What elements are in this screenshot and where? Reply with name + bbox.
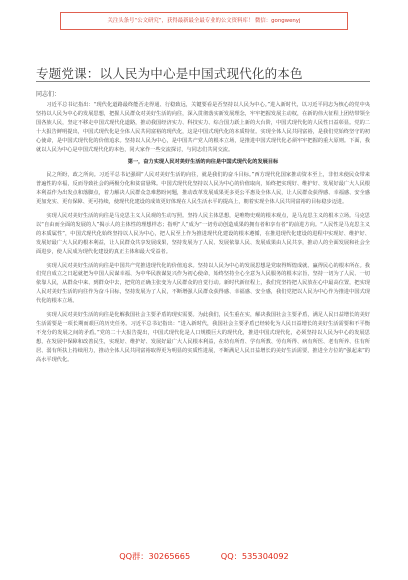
salutation: 同志们： — [36, 91, 61, 98]
section-heading-1: 第一，奋力实现人民对美好生活的向往是中国式现代化的发展目标 — [127, 159, 279, 166]
contact-footer — [0, 551, 408, 562]
paragraph-intro: 习近平总书记指出：“现代化道路最终能否走得通、行稳致远，关键要看是否坚持以人民为中心。”进入新时代，以习近平同志为核心的党中央坚持以人民为中心的发展思想，把握人民群众对美好生活的向往，深入贯彻落实新发展理念，牢牢把握发展主动权，在新的伟大征程上团结带领全国各族人民，坚定不移走中国式现代化道路，推动我国经济实力、科技实力、综合国力跃上新的大台阶，中国式现代化的人民性日益彰显。党的二十大报告鲜明提出，中国式现代化是全体人民共同富裕的现代化，这是中国式现代化的本质特征。实现全体人民共同富裕，是我们党始终坚守的初心使命，是中国式现代化的价值追求。坚持以人民为中心，是中国共产党人的根本立场，是推进中国式现代化必须牢牢把握的重大原则。下面，我就以人民为中心是中国式现代化的本色，同大家作一些交流探讨，与同志们共同交流。 — [36, 102, 370, 153]
document-body — [36, 101, 370, 545]
paragraph-4: 实现人民对美好生活的向往是中国共产党推进现代化的价值追求。坚持以人民为中心的发展思想是党取得辉煌成就、赢得民心的根本所在。我们党自成立之日起就把为中国人民谋幸福、为中华民族谋复兴作为初心使命，始终坚持全心全意为人民服务的根本宗旨，坚持一切为了人民、一切依靠人民，从群众中来、到群众中去，把党的正确主张变为人民群众的自觉行动。新时代新征程上，我们党坚持把人民放在心中最高位置，把实现人民对美好生活的向往作为奋斗目标，坚持发展为了人民，不断增强人民群众获得感、幸福感、安全感，我们党把以人民为中心作为推进中国式现代化的根本立场。 — [36, 262, 370, 305]
qq-group-label: QQ群：30265665 — [119, 551, 191, 561]
paragraph-2: 民之所盼，政之所向。习近平总书记强调“人民对美好生活的向往，就是我们的奋斗目标。”西方现代化国家推动资本至上，非但未使民众带来普遍性的幸福，反而导致社会的两极分化和贫富悬殊。中国式现代化坚持以人民为中心的价值取向，始终把实现好、维护好、发展好最广大人民根本利益作为出发点和落脚点，着力解决人民群众急难愁盼问题，推动改革发展成果更多更公平惠及全体人民，让人民群众获得感、幸福感、安全感更加充实、更有保障、更可持续，使现代化建设的成效更好体现在人民生活水平的提高上，朝着实现全体人民共同富裕的目标稳步迈进。 — [36, 172, 370, 206]
title-divider — [36, 81, 370, 82]
paragraph-3: 实现人民对美好生活的向往是马克思主义人民观的生动写照。坚持人民主体思想，是唯物史观的根本观点，是马克思主义的根本立场。马克思以“自由而全面的发展的人”揭示人的主体性的理想样态；指明“人”成为“一切劳动创造成果的拥有者和享有者”的前进方向。“人民性是马克思主义的本质属性”，中国式现代化始终坚持以人民为中心，把人民至上作为推进现代化建设的根本遵循，在推进现代化建设的进程中实现好、维护好、发展好最广大人民的根本利益，让人民群众共享发展成果，坚持发展为了人民、发展依靠人民、发展成果由人民共享，推动人的全面发展和社会全面进步，使人民成为现代化建设的真正主体和最大受益者。 — [36, 212, 370, 255]
promo-banner — [60, 12, 348, 30]
qq-label: QQ：535304092 — [220, 551, 289, 561]
promo-banner-text: 关注头条号“公文研究”，获得最新最全最专业的公文资料库！ 微信：gongwenyj — [107, 18, 301, 24]
paragraph-5: 实现人民对美好生活的向往是化解我国社会主要矛盾的现实需要。为此我们，民生重在实，解决我国社会主要矛盾，满足人民日益增长的美好生活需要是一项长期而艰巨的历史任务。习近平总书记指出：“进入新时代，我国社会主要矛盾已经转化为人民日益增长的美好生活需要和不平衡不充分的发展之间的矛盾。”党的二十大报告提出，中国式现代化是人口规模巨大的现代化，推进中国式现代化，必须坚持以人民为中心的发展思想，在发展中保障和改善民生，实现好、维护好、发展好最广大人民根本利益，在幼有所育、学有所教、劳有所得、病有所医、老有所养、住有所居、弱有所扶上持续用力，推动全体人民共同富裕取得更为明显的实质性进展，不断满足人民日益增长的美好生活需要，推进全方位的“强起来”的高水平现代化。 — [36, 312, 370, 363]
page-title: 专题党课：以人民为中心是中国式现代化的本色 — [36, 66, 303, 81]
